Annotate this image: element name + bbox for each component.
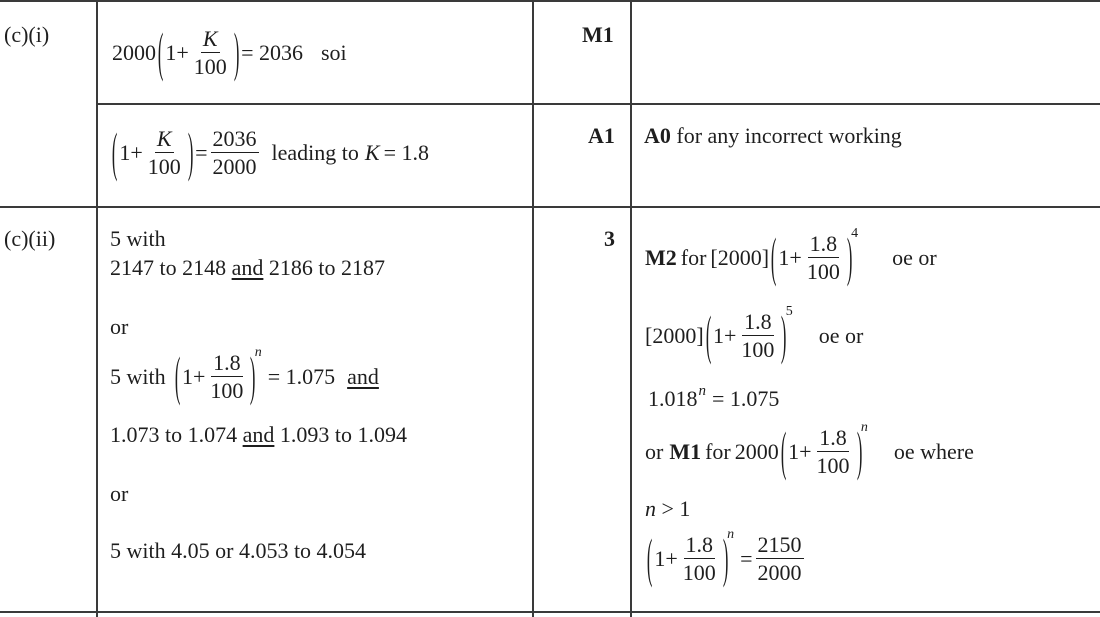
exponent-n: n <box>254 345 262 360</box>
exponent-5: 5 <box>785 304 793 319</box>
numerator: 1.8 <box>809 231 838 256</box>
grid-line-top <box>0 0 1100 2</box>
mark-3: 3 <box>604 226 615 251</box>
numerator: K <box>202 26 218 51</box>
exponent-n: n <box>698 382 706 399</box>
right-paren: ) <box>781 304 787 366</box>
a0-text: for any incorrect working <box>676 123 902 148</box>
denominator: 100 <box>806 259 840 284</box>
right-paren: ) <box>722 527 729 589</box>
rate-fraction <box>681 534 718 584</box>
answer-line-1: 5 with <box>110 226 166 251</box>
or-word: or <box>645 439 664 464</box>
one-plus: 1+ <box>181 364 206 389</box>
numerator: 1.8 <box>213 350 241 375</box>
equals-1075: = 1.075 <box>712 386 780 411</box>
m2-label: M2 <box>645 245 677 270</box>
numerator: 1.8 <box>819 425 847 450</box>
base-1018: 1.018 <box>648 386 698 411</box>
grid-line-ci-split <box>96 103 1100 105</box>
equals-sign: = <box>740 546 753 571</box>
left-paren: ( <box>157 21 164 83</box>
denominator: 100 <box>210 378 244 403</box>
for-word: for <box>680 245 707 270</box>
ratio-2036-2000 <box>211 128 259 178</box>
guidance-m2-line <box>645 226 937 288</box>
range-3: 1.073 to 1.074 <box>110 422 238 447</box>
n-condition <box>645 496 690 522</box>
answer-line-2 <box>110 255 385 281</box>
grid-line-cii-top <box>0 206 1100 208</box>
ratio-2150-2000 <box>756 534 804 584</box>
denominator: 2000 <box>757 560 802 585</box>
range-4: 1.093 to 1.094 <box>279 422 408 447</box>
answer-equation-b <box>110 345 379 407</box>
equals-value: = 2036 <box>241 40 303 65</box>
denominator: 100 <box>816 453 850 478</box>
n-variable: n <box>645 496 656 521</box>
grid-line-right <box>630 0 632 617</box>
grid-line-middle <box>532 0 534 617</box>
guidance-last-equation <box>645 527 807 589</box>
answer-line-c <box>110 422 407 448</box>
m1-label: M1 <box>669 439 702 464</box>
left-paren: ( <box>174 345 181 407</box>
coefficient: 2000 <box>734 439 779 464</box>
k-value: = 1.8 <box>383 140 429 165</box>
soi-note: soi <box>321 40 347 65</box>
denominator: 100 <box>147 154 181 179</box>
oe-where: oe where <box>893 439 974 464</box>
or-word-1: or <box>110 314 129 339</box>
and-word: and <box>242 422 275 447</box>
grid-line-bottom <box>0 611 1100 613</box>
grid-line-left <box>96 0 98 617</box>
right-paren: ) <box>233 21 240 83</box>
numerator: 2150 <box>757 532 802 557</box>
mark-m1: M1 <box>582 22 614 47</box>
greater-than-1: > 1 <box>661 496 691 521</box>
part-label-ci: (c)(i) <box>4 22 50 47</box>
left-paren: ( <box>111 121 118 183</box>
exponent-4: 4 <box>851 226 859 241</box>
five-with: 5 with <box>110 364 166 389</box>
k-over-100 <box>192 28 229 78</box>
denominator: 2000 <box>212 154 257 179</box>
numerator: 2036 <box>212 126 257 151</box>
oe-or: oe or <box>818 323 864 348</box>
rate-fraction <box>208 352 245 402</box>
one-plus: 1+ <box>788 439 812 464</box>
right-paren: ) <box>846 226 853 288</box>
or-word-2: or <box>110 481 129 506</box>
exponent-n: n <box>727 527 735 542</box>
one-plus: 1+ <box>119 140 143 165</box>
a0-label: A0 <box>644 123 671 148</box>
numerator: 1.8 <box>685 532 713 557</box>
guidance-m1-line <box>645 420 974 482</box>
coefficient: [2000] <box>645 323 704 348</box>
exponent-n: n <box>860 420 868 435</box>
ci-equation-1 <box>112 21 347 83</box>
left-paren: ( <box>770 226 777 288</box>
equals-1075: = 1.075 <box>267 364 336 389</box>
coefficient: [2000] <box>710 245 770 270</box>
one-plus: 1+ <box>712 323 737 348</box>
left-paren: ( <box>646 527 653 589</box>
range-1: 2147 to 2148 <box>110 255 227 280</box>
guidance-line-3 <box>648 382 780 411</box>
rate-fraction <box>805 233 842 283</box>
right-paren: ) <box>856 420 862 482</box>
denominator: 100 <box>741 337 775 362</box>
numerator: K <box>156 126 172 151</box>
k-variable: K <box>364 140 380 165</box>
ci-equation-2 <box>110 121 429 183</box>
for-word: for <box>705 439 731 464</box>
coefficient: 2000 <box>112 40 156 65</box>
one-plus: 1+ <box>654 546 678 571</box>
rate-fraction <box>815 427 852 477</box>
denominator: 100 <box>193 54 227 79</box>
part-label-cii: (c)(ii) <box>4 226 56 251</box>
equals-sign: = <box>195 140 208 165</box>
and-word: and <box>347 364 379 389</box>
one-plus: 1+ <box>165 40 189 65</box>
right-paren: ) <box>250 345 256 407</box>
k-over-100 <box>146 128 183 178</box>
leading-text: leading to <box>271 140 359 165</box>
left-paren: ( <box>780 420 787 482</box>
left-paren: ( <box>705 304 712 366</box>
rate-fraction <box>739 311 776 361</box>
one-plus: 1+ <box>778 245 802 270</box>
mark-a1: A1 <box>588 123 615 148</box>
guidance-a0 <box>644 123 902 149</box>
oe-or: oe or <box>892 245 937 270</box>
and-word: and <box>231 255 264 280</box>
guidance-line-2 <box>645 304 864 366</box>
denominator: 100 <box>682 560 716 585</box>
range-2: 2186 to 2187 <box>268 255 386 280</box>
numerator: 1.8 <box>744 309 772 334</box>
right-paren: ) <box>187 121 194 183</box>
answer-line-d: 5 with 4.05 or 4.053 to 4.054 <box>110 538 367 563</box>
